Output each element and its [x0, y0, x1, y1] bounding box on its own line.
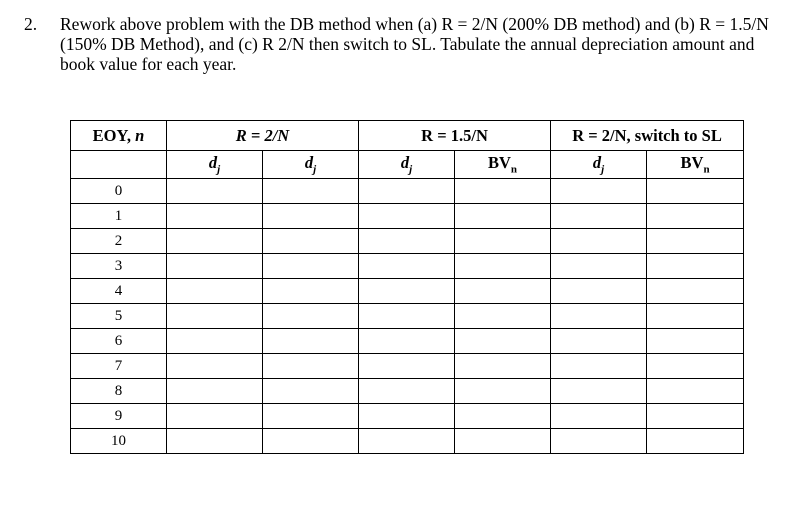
table-row [71, 379, 744, 404]
sub-header-sub: j [409, 163, 413, 176]
sub-header-cell [359, 151, 455, 179]
sub-header-main: d [208, 153, 218, 173]
table-row [71, 204, 744, 229]
eoy-cell: 1 [71, 204, 167, 229]
sub-header-main: d [592, 153, 602, 173]
table-row [71, 254, 744, 279]
empty-cell [647, 329, 744, 354]
sub-header-main: d [304, 153, 314, 173]
empty-cell [359, 179, 455, 204]
empty-cell [263, 179, 359, 204]
empty-cell [551, 204, 647, 229]
sub-header-cell [263, 151, 359, 179]
empty-cell [263, 279, 359, 304]
depreciation-table [70, 120, 744, 454]
empty-cell [263, 204, 359, 229]
empty-cell [359, 229, 455, 254]
empty-cell [647, 179, 744, 204]
table-row [71, 429, 744, 454]
empty-cell [167, 329, 263, 354]
eoy-cell: 7 [71, 354, 167, 379]
empty-cell [167, 204, 263, 229]
empty-cell [647, 229, 744, 254]
empty-cell [647, 204, 744, 229]
group-header-row [71, 121, 744, 151]
sub-header-cell [167, 151, 263, 179]
group-header-label: R = 2/N [235, 125, 290, 145]
empty-cell [455, 354, 551, 379]
sub-header-row [71, 151, 744, 179]
empty-cell [455, 404, 551, 429]
empty-cell [647, 354, 744, 379]
table-row [71, 279, 744, 304]
empty-cell [167, 254, 263, 279]
empty-cell [551, 229, 647, 254]
group-header-150db [359, 121, 551, 151]
table-row [71, 329, 744, 354]
group-header-label: R = 1.5/N [421, 125, 488, 145]
empty-cell [263, 379, 359, 404]
empty-cell [551, 254, 647, 279]
eoy-sub-blank [71, 151, 167, 179]
sub-header-cell [647, 151, 744, 179]
eoy-header-label: EOY, [92, 125, 136, 145]
eoy-cell: 5 [71, 304, 167, 329]
empty-cell [167, 354, 263, 379]
eoy-cell: 10 [71, 429, 167, 454]
empty-cell [167, 429, 263, 454]
empty-cell [455, 429, 551, 454]
problem-number: 2. [24, 14, 38, 34]
empty-cell [455, 254, 551, 279]
empty-cell [647, 279, 744, 304]
sub-header-sub: j [217, 163, 221, 176]
empty-cell [359, 329, 455, 354]
empty-cell [551, 404, 647, 429]
empty-cell [551, 429, 647, 454]
empty-cell [551, 179, 647, 204]
empty-cell [455, 179, 551, 204]
sub-header-main: BV [488, 153, 511, 173]
eoy-cell: 8 [71, 379, 167, 404]
empty-cell [359, 429, 455, 454]
empty-cell [455, 229, 551, 254]
eoy-cell: 4 [71, 279, 167, 304]
sub-header-sub: j [313, 163, 317, 176]
empty-cell [551, 279, 647, 304]
empty-cell [647, 254, 744, 279]
sub-header-sub: j [601, 163, 605, 176]
empty-cell [359, 404, 455, 429]
sub-header-sub: n [510, 163, 518, 176]
eoy-header-var: n [135, 125, 145, 145]
empty-cell [647, 404, 744, 429]
empty-cell [647, 429, 744, 454]
table-body [71, 179, 744, 454]
empty-cell [167, 279, 263, 304]
empty-cell [263, 254, 359, 279]
problem-text: Rework above problem with the DB method when (a) R = 2/N (200% DB method) and (b) R = 1.5/N (150% DB Method), and (c) R 2/N then switch to SL. Tabulate the annual depreciation amount and book value for each year. [60, 14, 769, 74]
empty-cell [359, 354, 455, 379]
empty-cell [551, 329, 647, 354]
empty-cell [263, 229, 359, 254]
empty-cell [359, 254, 455, 279]
empty-cell [263, 329, 359, 354]
table-row [71, 354, 744, 379]
sub-header-main: BV [680, 153, 704, 173]
table-row [71, 179, 744, 204]
empty-cell [551, 304, 647, 329]
table-row [71, 229, 744, 254]
table-row [71, 404, 744, 429]
empty-cell [167, 229, 263, 254]
empty-cell [263, 429, 359, 454]
empty-cell [167, 304, 263, 329]
group-header-200db [167, 121, 359, 151]
empty-cell [455, 329, 551, 354]
empty-cell [551, 354, 647, 379]
eoy-cell: 0 [71, 179, 167, 204]
eoy-header [71, 121, 167, 151]
eoy-cell: 3 [71, 254, 167, 279]
empty-cell [263, 354, 359, 379]
empty-cell [455, 204, 551, 229]
table-row [71, 304, 744, 329]
empty-cell [359, 304, 455, 329]
eoy-cell: 9 [71, 404, 167, 429]
empty-cell [359, 379, 455, 404]
eoy-cell: 2 [71, 229, 167, 254]
problem-statement [24, 14, 784, 74]
empty-cell [263, 404, 359, 429]
empty-cell [167, 179, 263, 204]
sub-header-main: d [400, 153, 410, 173]
empty-cell [167, 404, 263, 429]
group-header-label: R = 2/N, switch to SL [572, 125, 722, 145]
group-header-switch-sl [551, 121, 744, 151]
empty-cell [455, 304, 551, 329]
empty-cell [359, 204, 455, 229]
empty-cell [263, 304, 359, 329]
empty-cell [647, 304, 744, 329]
sub-header-cell [551, 151, 647, 179]
eoy-cell: 6 [71, 329, 167, 354]
empty-cell [647, 379, 744, 404]
empty-cell [455, 279, 551, 304]
empty-cell [551, 379, 647, 404]
sub-header-cell [455, 151, 551, 179]
sub-header-sub: n [703, 163, 710, 176]
empty-cell [359, 279, 455, 304]
empty-cell [167, 379, 263, 404]
empty-cell [455, 379, 551, 404]
